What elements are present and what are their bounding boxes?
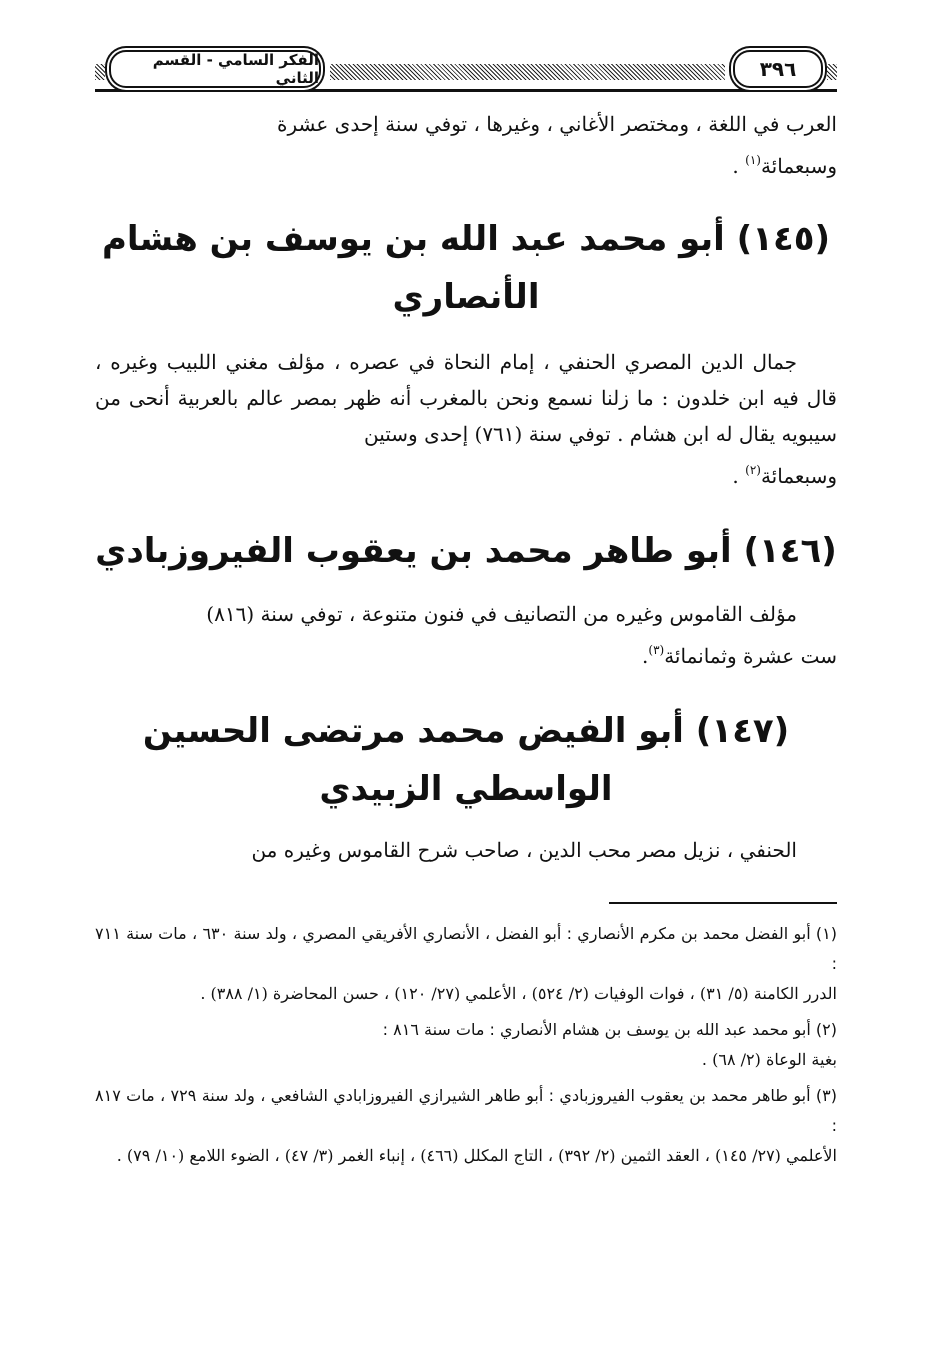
- footnote-sources: بغية الوعاة (٢/ ٦٨) .: [701, 1050, 837, 1069]
- entry-title-line-2: الواسطي الزبيدي: [319, 769, 613, 809]
- entry-text: جمال الدين المصري الحنفي ، إمام النحاة في عصره ، مؤلف مغني اللبيب وغيره ، قال فيه ابن خلدون : ما زلنا نسمع ونحن بالمغرب أنه ظهر بمصر عالم بالعربية أنحى من سيبويه يقال له ابن هشام . توفي سنة (٧٦١) إحدى وستين: [95, 350, 837, 446]
- entry-end: .: [642, 644, 649, 668]
- footnote-separator: [609, 902, 837, 905]
- footnote-ref: (٣): [648, 643, 665, 657]
- entry-body: [95, 596, 837, 674]
- entry-body: [95, 344, 837, 494]
- footnote-sources: الدرر الكامنة (٥/ ٣١) ، فوات الوفيات (٢/ ٥٢٤) ، الأعلمي (٢٧/ ١٢٠) ، حسن المحاضرة (١/ ٣٨٨) .: [200, 984, 837, 1003]
- entry-text: مؤلف القاموس وغيره من التصانيف في فنون متنوعة ، توفي سنة (٨١٦): [206, 602, 797, 626]
- entry-end: .: [732, 464, 746, 488]
- footnote-ref: (١): [745, 153, 761, 167]
- entry-title: [95, 702, 837, 818]
- footnote-2: [95, 1015, 837, 1075]
- footnote-ref: (٢): [745, 463, 761, 477]
- entry-last-line: ست عشرة وثمانمائة: [664, 644, 837, 668]
- header-rule: [95, 89, 837, 92]
- entry-147: [95, 702, 837, 868]
- header-ornament: [330, 64, 725, 80]
- entry-title-line-1: (١٤٥) أبو محمد عبد الله بن يوسف بن هشام: [101, 219, 831, 259]
- intro-text: العرب في اللغة ، ومختصر الأغاني ، وغيرها ، توفي سنة إحدى عشرة: [277, 112, 837, 136]
- entry-title: [95, 210, 837, 326]
- book-title: الفكر السامي - القسم الثاني: [109, 50, 321, 88]
- footnotes: [95, 919, 837, 1171]
- entry-146: [95, 522, 837, 674]
- header-ornament: [95, 64, 105, 80]
- entry-title-line-1: (١٤٦) أبو طاهر محمد بن يعقوب الفيروزبادي: [95, 531, 837, 571]
- book-page: [95, 40, 837, 1171]
- intro-last-line: وسبعمائة: [760, 154, 837, 178]
- footnote-bio: (١) أبو الفضل محمد بن مكرم الأنصاري : أبو الفضل ، الأنصاري الأفريقي المصري ، ولد سنة ٦٣٠ ، مات سنة ٧١١ :: [95, 924, 838, 973]
- entry-title-line-1: (١٤٧) أبو الفيض محمد مرتضى الحسين: [142, 711, 790, 751]
- entry-title: [95, 522, 837, 580]
- page-number: ٣٩٦: [733, 50, 823, 88]
- footnote-bio: (٣) أبو طاهر محمد بن يعقوب الفيروزبادي : أبو طاهر الشيرازي الفيروزابادي الشافعي ، ولد سنة ٧٢٩ ، مات ٨١٧ :: [95, 1086, 837, 1135]
- intro-end: .: [732, 154, 746, 178]
- entry-text: الحنفي ، نزيل مصر محب الدين ، صاحب شرح القاموس وغيره من: [251, 838, 797, 862]
- entry-title-line-2: الأنصاري: [392, 277, 540, 317]
- intro-paragraph: [95, 106, 837, 184]
- entry-145: [95, 210, 837, 494]
- header-ornament: [827, 64, 837, 80]
- footnote-3: [95, 1081, 837, 1171]
- footnote-sources: الأعلمي (٢٧/ ١٤٥) ، العقد الثمين (٢/ ٣٩٢) ، التاج المكلل (٤٦٦) ، إنباء الغمر (٣/ ٤٧) ، الضوء اللامع (١٠/ ٧٩) .: [116, 1146, 837, 1165]
- running-header: [95, 40, 837, 100]
- entry-last-line: وسبعمائة: [760, 464, 837, 488]
- entry-body: [95, 832, 837, 868]
- footnote-1: [95, 919, 837, 1009]
- footnote-bio: (٢) أبو محمد عبد الله بن يوسف بن هشام الأنصاري : مات سنة ٨١٦ :: [382, 1020, 837, 1039]
